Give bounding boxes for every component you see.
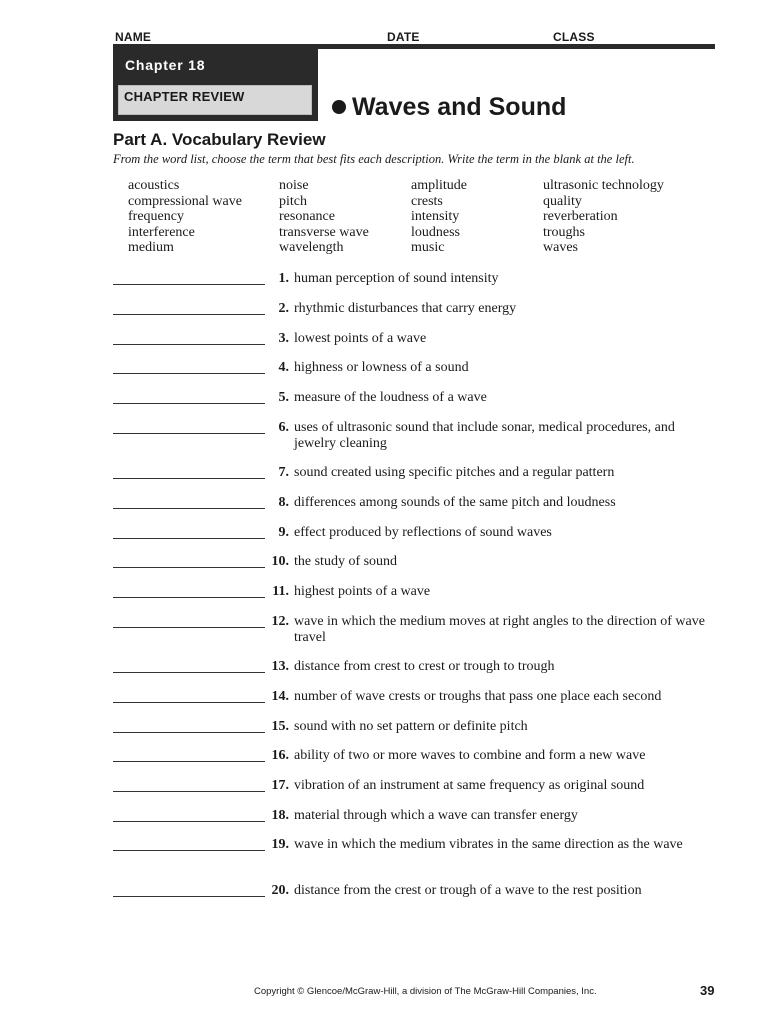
question-text: uses of ultrasonic sound that include sonar, medical procedures, and jewelry cleaning [294, 420, 675, 451]
answer-blank[interactable] [113, 403, 265, 404]
answer-blank[interactable] [113, 732, 265, 733]
word-list-term: interference [128, 224, 195, 240]
question-number: 11. [272, 584, 289, 599]
question-number: 1. [278, 271, 289, 286]
answer-blank[interactable] [113, 791, 265, 792]
class-label: CLASS [553, 30, 595, 44]
question-number: 20. [271, 883, 289, 898]
question-text: effect produced by reflections of sound waves [294, 525, 552, 540]
question-text: human perception of sound intensity [294, 271, 499, 286]
question-number: 3. [278, 331, 289, 346]
word-list-term: waves [543, 240, 578, 255]
answer-blank[interactable] [113, 284, 265, 285]
word-list-term: medium [128, 240, 174, 255]
question-text: rhythmic disturbances that carry energy [294, 301, 517, 316]
word-list-term: reverberation [543, 209, 618, 224]
word-list-column [411, 178, 467, 256]
question-number: 12. [271, 614, 289, 629]
answer-blank[interactable] [113, 538, 265, 539]
answer-blank[interactable] [113, 850, 265, 851]
question-number: 15. [271, 719, 289, 734]
question-number: 5. [278, 390, 289, 405]
word-list-term: troughs [543, 224, 585, 240]
word-list-column [543, 178, 664, 256]
word-list-column [279, 178, 369, 256]
word-list-term: amplitude [411, 178, 467, 193]
question-text: lowest points of a wave [294, 331, 427, 346]
question-text: sound with no set pattern or definite pitch [294, 719, 528, 734]
chapter-review-label: CHAPTER REVIEW [124, 89, 245, 104]
answer-blank[interactable] [113, 344, 265, 345]
word-list-term: crests [411, 193, 443, 209]
word-list-term: ultrasonic technology [543, 178, 664, 193]
question-text: vibration of an instrument at same frequency as original sound [294, 778, 645, 793]
bullet-icon [332, 100, 346, 114]
part-a-heading: Part A. Vocabulary Review [113, 130, 326, 149]
question-number: 14. [271, 689, 289, 704]
word-list-term: noise [279, 178, 309, 193]
answer-blank[interactable] [113, 508, 265, 509]
question-number: 7. [278, 465, 289, 480]
question-text: ability of two or more waves to combine and form a new wave [294, 748, 646, 763]
question-text: differences among sounds of the same pitch and loudness [294, 495, 616, 510]
word-list-term: pitch [279, 193, 307, 209]
question-number: 19. [271, 837, 289, 852]
question-number: 6. [278, 420, 289, 435]
question-text: distance from crest to crest or trough to trough [294, 659, 555, 674]
answer-blank[interactable] [113, 627, 265, 628]
question-number: 10. [271, 554, 289, 569]
word-list-term: wavelength [279, 240, 344, 255]
word-list-term: compressional wave [128, 193, 242, 209]
question-text: material through which a wave can transfer energy [294, 808, 578, 823]
question-number: 16. [271, 748, 289, 763]
word-list-column [128, 178, 242, 256]
question-text: the study of sound [294, 554, 398, 569]
question-number: 4. [278, 360, 289, 375]
answer-blank[interactable] [113, 597, 265, 598]
answer-blank[interactable] [113, 702, 265, 703]
question-text: distance from the crest or trough of a wave to the rest position [294, 883, 642, 898]
question-number: 9. [278, 525, 289, 540]
question-number: 18. [271, 808, 289, 823]
question-text: number of wave crests or troughs that pass one place each second [294, 689, 662, 704]
question-number: 13. [271, 659, 289, 674]
word-list-term: loudness [411, 224, 460, 240]
question-text: wave in which the medium moves at right angles to the direction of wave travel [294, 614, 705, 645]
word-list-term: transverse wave [279, 224, 369, 240]
word-list-term: resonance [279, 209, 335, 224]
answer-blank[interactable] [113, 373, 265, 374]
answer-blank[interactable] [113, 896, 265, 897]
word-list-term: frequency [128, 209, 184, 224]
name-label: NAME [115, 30, 152, 44]
answer-blank[interactable] [113, 567, 265, 568]
word-list-term: intensity [411, 209, 460, 224]
question-text: highness or lowness of a sound [294, 360, 469, 375]
question-text: highest points of a wave [294, 584, 431, 599]
question-text: measure of the loudness of a wave [294, 390, 487, 405]
word-list-term: acoustics [128, 178, 180, 193]
word-list-term: music [411, 240, 445, 255]
answer-blank[interactable] [113, 433, 265, 434]
answer-blank[interactable] [113, 672, 265, 673]
question-number: 2. [278, 301, 289, 316]
question-text: sound created using specific pitches and a regular pattern [294, 465, 615, 480]
answer-blank[interactable] [113, 314, 265, 315]
instructions: From the word list, choose the term that best fits each description. Write the term in the blank at the left. [113, 152, 635, 166]
question-text: wave in which the medium vibrates in the same direction as the wave [294, 837, 683, 852]
date-label: DATE [387, 30, 420, 44]
page-number: 39 [700, 983, 715, 998]
question-number: 17. [271, 778, 289, 793]
chapter-label: Chapter 18 [125, 57, 206, 73]
answer-blank[interactable] [113, 478, 265, 479]
page-title: Waves and Sound [352, 93, 567, 121]
answer-blank[interactable] [113, 761, 265, 762]
copyright-footer: Copyright © Glencoe/McGraw-Hill, a division of The McGraw-Hill Companies, Inc. [254, 986, 597, 997]
question-number: 8. [278, 495, 289, 510]
answer-blank[interactable] [113, 821, 265, 822]
word-list-term: quality [543, 193, 582, 209]
